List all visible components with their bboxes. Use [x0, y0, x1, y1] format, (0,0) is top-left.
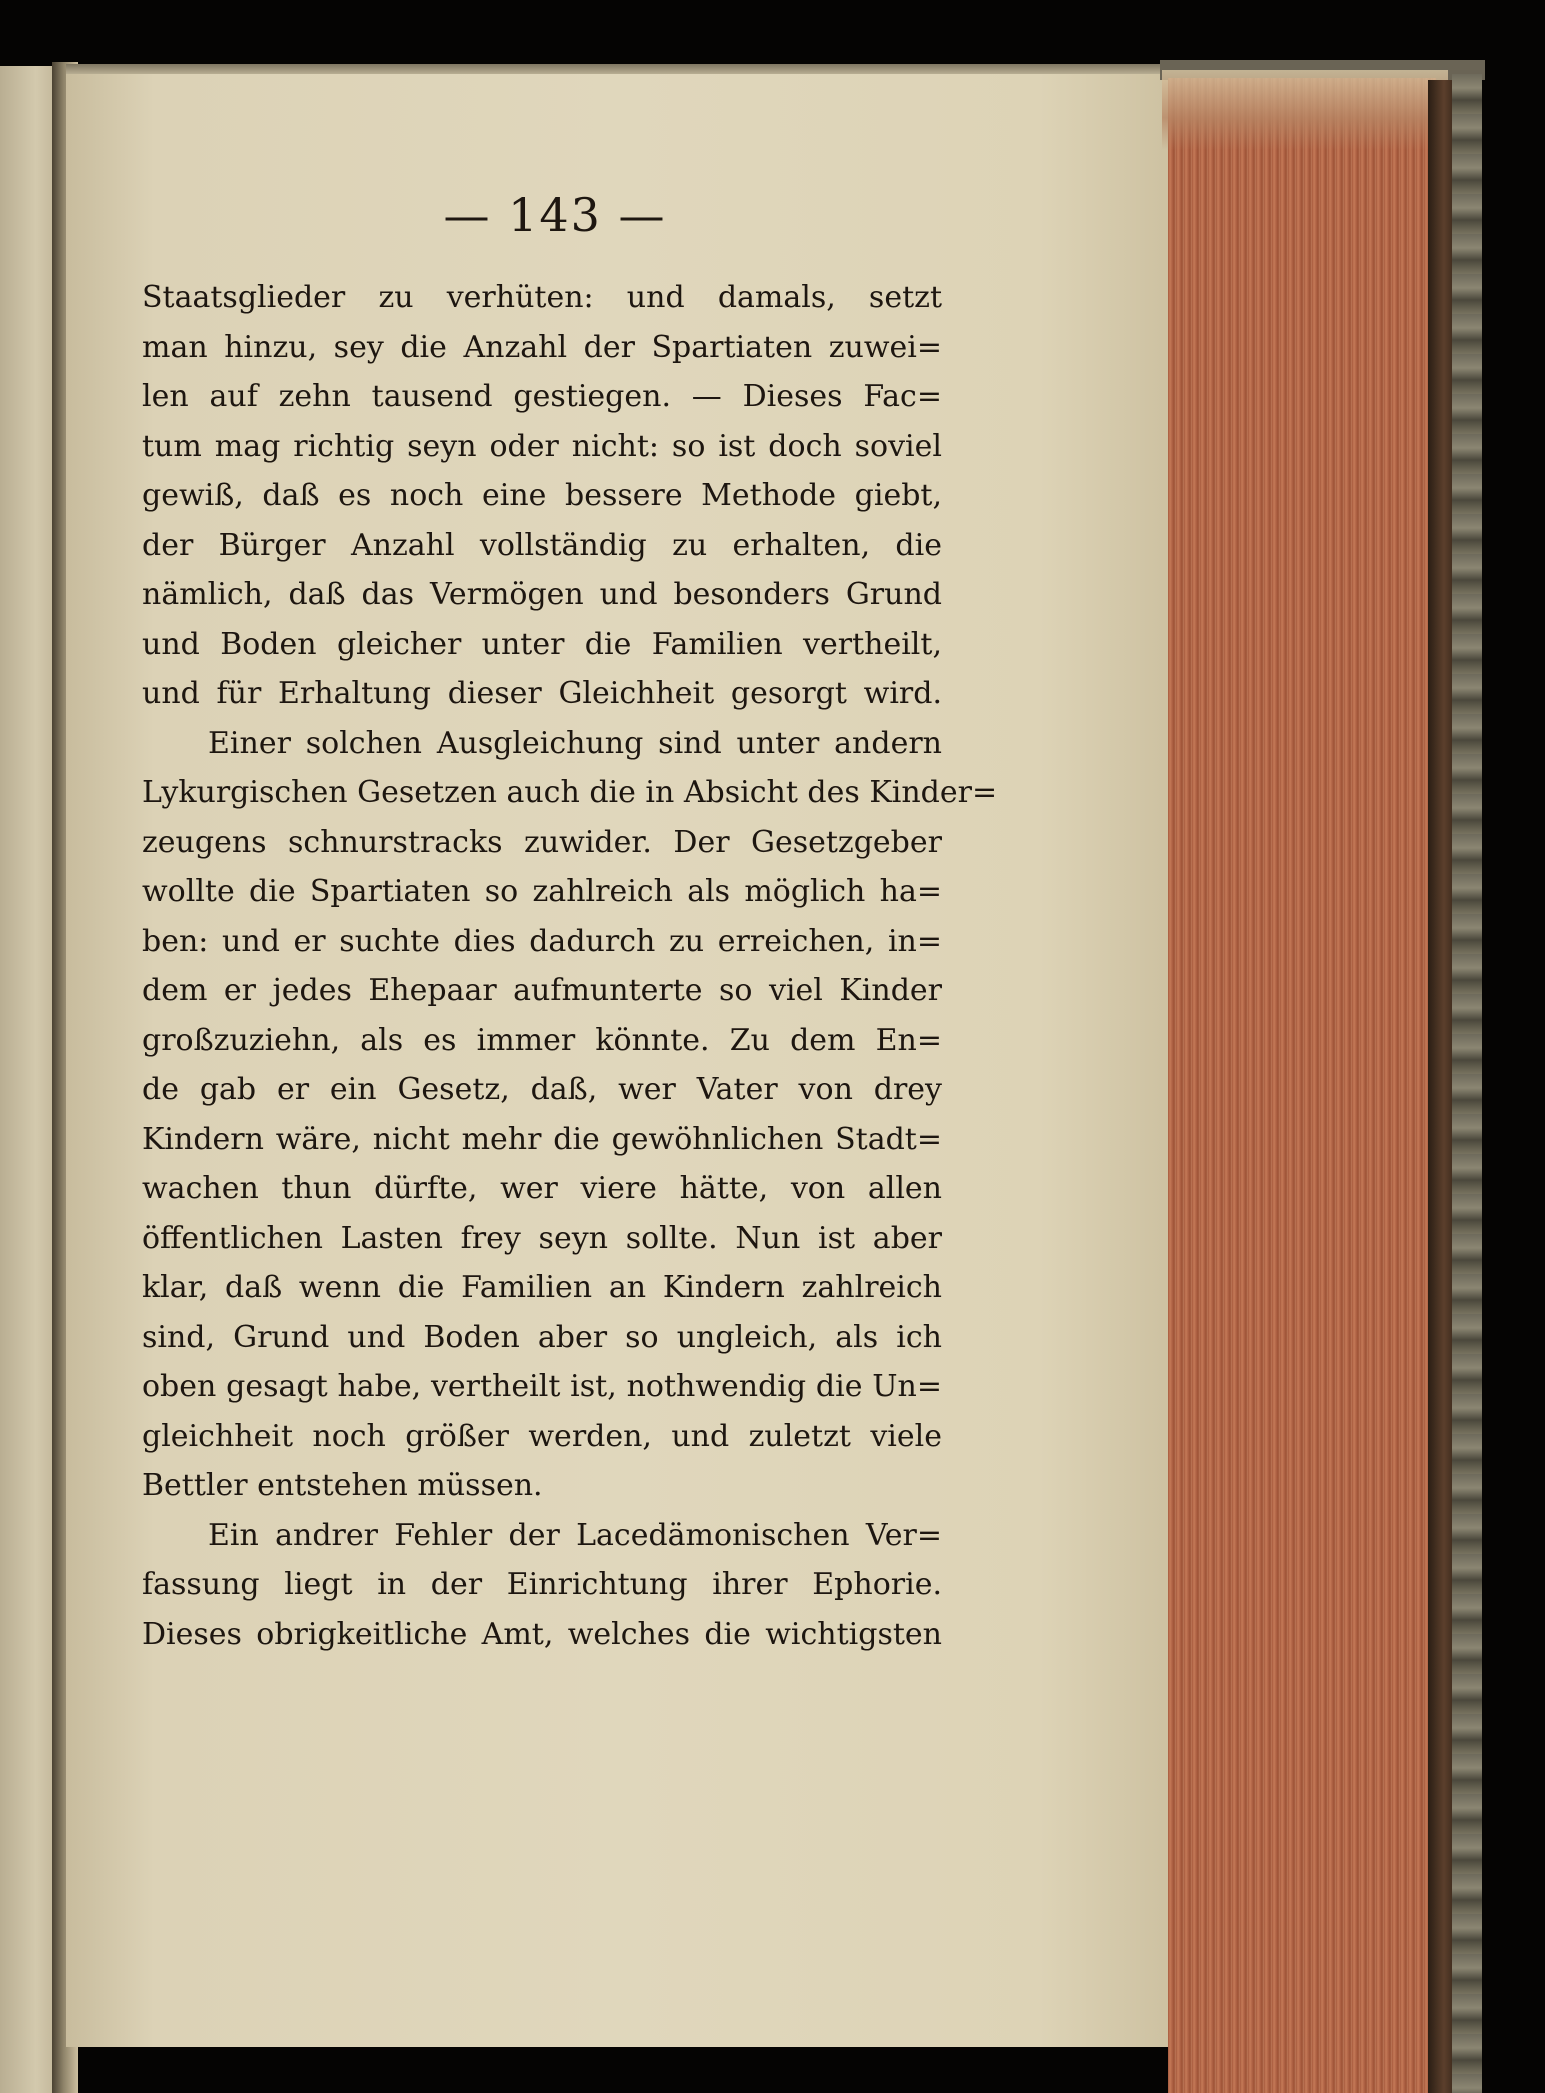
text-line: ben: und er suchte dies dadurch zu erreichen, in=	[142, 923, 942, 959]
text-line: zeugens schnurstracks zuwider. Der Gesetzgeber	[142, 824, 942, 860]
text-line: tum mag richtig seyn oder nicht: so ist doch soviel	[142, 428, 942, 464]
fore-edge-highlight	[1162, 70, 1448, 150]
page-block-fore-edge	[1168, 78, 1436, 2093]
text-line: Bettler entstehen müssen.	[142, 1468, 543, 1503]
text-line: großzuziehn, als es immer könnte. Zu dem En=	[142, 1022, 942, 1058]
text-line: Ein andrer Fehler der Lacedämonischen Ver=	[208, 1517, 942, 1553]
marbled-cover-edge	[1452, 74, 1482, 2093]
text-line: nämlich, daß das Vermögen und besonders Grund	[142, 577, 942, 612]
text-line: fassung liegt in der Einrichtung ihrer Ephorie.	[142, 1567, 942, 1602]
text-line: klar, daß wenn die Familien an Kindern zahlreich	[142, 1270, 942, 1305]
text-line: wachen thun dürfte, wer viere hätte, von allen	[142, 1171, 942, 1206]
text-line: gewiß, daß es noch eine bessere Methode giebt,	[142, 478, 942, 513]
text-line: len auf zehn tausend gestiegen. — Dieses Fac=	[142, 379, 942, 414]
text-line: Staatsglieder zu verhüten: und damals, setzt	[142, 280, 942, 315]
text-line: de gab er ein Gesetz, daß, wer Vater von drey	[142, 1072, 942, 1107]
text-line: und für Erhaltung dieser Gleichheit gesorgt wird.	[142, 676, 942, 711]
text-line: dem er jedes Ehepaar aufmunterte so viel Kinder	[142, 973, 942, 1008]
text-line: Kindern wäre, nicht mehr die gewöhnlichen Stadt=	[142, 1121, 942, 1157]
text-line: der Bürger Anzahl vollständig zu erhalten, die	[142, 527, 942, 563]
text-line: Dieses obrigkeitliche Amt, welches die wichtigsten	[142, 1616, 942, 1652]
text-line: Lykurgischen Gesetzen auch die in Absicht des Kinder=	[142, 775, 998, 810]
text-line: wollte die Spartiaten so zahlreich als möglich ha=	[142, 874, 942, 909]
page-number: — 143 —	[443, 188, 667, 242]
text-line: Einer solchen Ausgleichung sind unter andern	[208, 725, 942, 761]
text-line: man hinzu, sey die Anzahl der Spartiaten zuwei=	[142, 329, 942, 365]
text-line: sind, Grund und Boden aber so ungleich, als ich	[142, 1319, 942, 1355]
text-line: gleichheit noch größer werden, und zuletzt viele	[142, 1418, 942, 1454]
text-line: und Boden gleicher unter die Familien vertheilt,	[142, 626, 942, 662]
text-line: öffentlichen Lasten frey seyn sollte. Nun ist aber	[142, 1220, 942, 1256]
body-text	[142, 273, 998, 1659]
previous-page-edge	[0, 66, 60, 2093]
text-line: oben gesagt habe, vertheilt ist, nothwendig die Un=	[142, 1369, 942, 1404]
